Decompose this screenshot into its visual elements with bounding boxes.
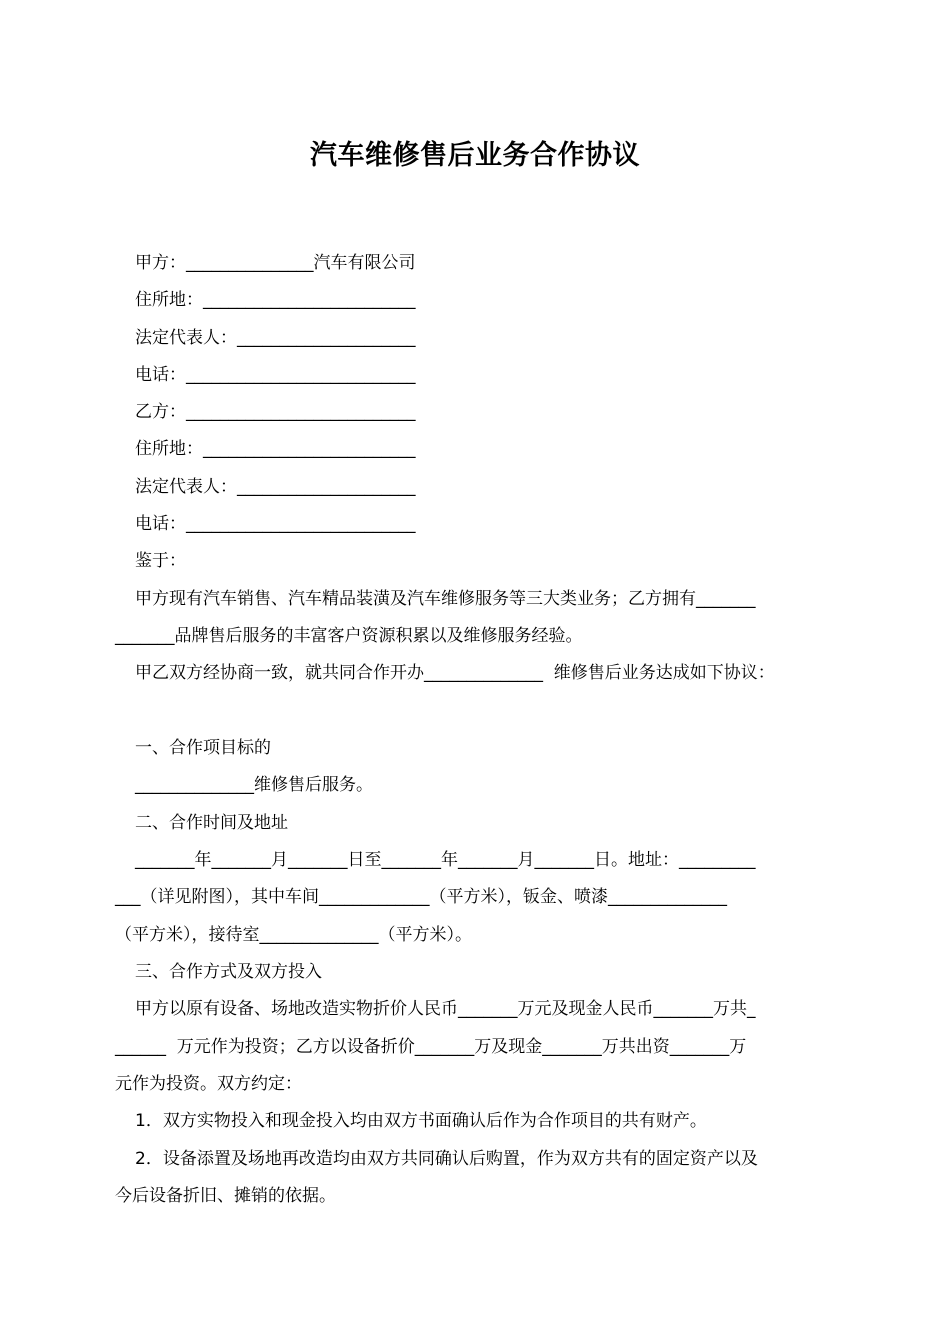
- clause-item-continuation: 今后设备折旧、摊销的依据。: [115, 1186, 336, 1206]
- section-body-line: 元作为投资。双方约定：: [115, 1074, 302, 1094]
- whereas-heading: 鉴于：: [135, 551, 186, 571]
- party-b-phone: 电话：___________________________: [135, 514, 416, 534]
- whereas-paragraph-line: _______品牌售后服务的丰富客户资源积累以及维修服务经验。: [115, 626, 583, 646]
- party-a-name: 甲方：_______________汽车有限公司: [135, 253, 416, 273]
- agreement-intro-line: 甲乙双方经协商一致，就共同合作开办______________ 维修售后业务达成如下协议：: [135, 663, 775, 683]
- document-title: 汽车维修售后业务合作协议: [310, 140, 640, 171]
- party-b-name: 乙方：___________________________: [135, 402, 416, 422]
- section-heading: 三、合作方式及双方投入: [135, 962, 322, 982]
- whereas-paragraph-line: 甲方现有汽车销售、汽车精品装潢及汽车维修服务等三大类业务；乙方拥有_______: [135, 589, 756, 609]
- clause-item: 2．设备添置及场地再改造均由双方共同确认后购置，作为双方共有的固定资产以及: [135, 1149, 758, 1169]
- clause-item: 1．双方实物投入和现金投入均由双方书面确认后作为合作项目的共有财产。: [135, 1111, 707, 1131]
- party-a-phone: 电话：___________________________: [135, 365, 416, 385]
- section-body-line: （平方米），接待室______________（平方米）。: [115, 925, 472, 945]
- section-body-line: ___（详见附图），其中车间_____________（平方米），钣金、喷漆______________: [115, 887, 727, 907]
- section-heading: 一、合作项目标的: [135, 738, 271, 758]
- section-heading: 二、合作时间及地址: [135, 813, 288, 833]
- party-b-address: 住所地：_________________________: [135, 439, 416, 459]
- section-body-line: ______ 万元作为投资；乙方以设备折价_______万及现金_______万共出资_______万: [115, 1037, 747, 1057]
- party-a-address: 住所地：_________________________: [135, 290, 416, 310]
- section-body-line: _______年_______月_______日至_______年_______月_______日。地址：_________: [135, 850, 756, 870]
- party-a-legal-rep: 法定代表人：_____________________: [135, 328, 416, 348]
- section-body-line: 甲方以原有设备、场地改造实物折价人民币_______万元及现金人民币_______万共_: [135, 999, 756, 1019]
- party-b-legal-rep: 法定代表人：_____________________: [135, 477, 416, 497]
- section-body-line: ______________维修售后服务。: [135, 775, 373, 795]
